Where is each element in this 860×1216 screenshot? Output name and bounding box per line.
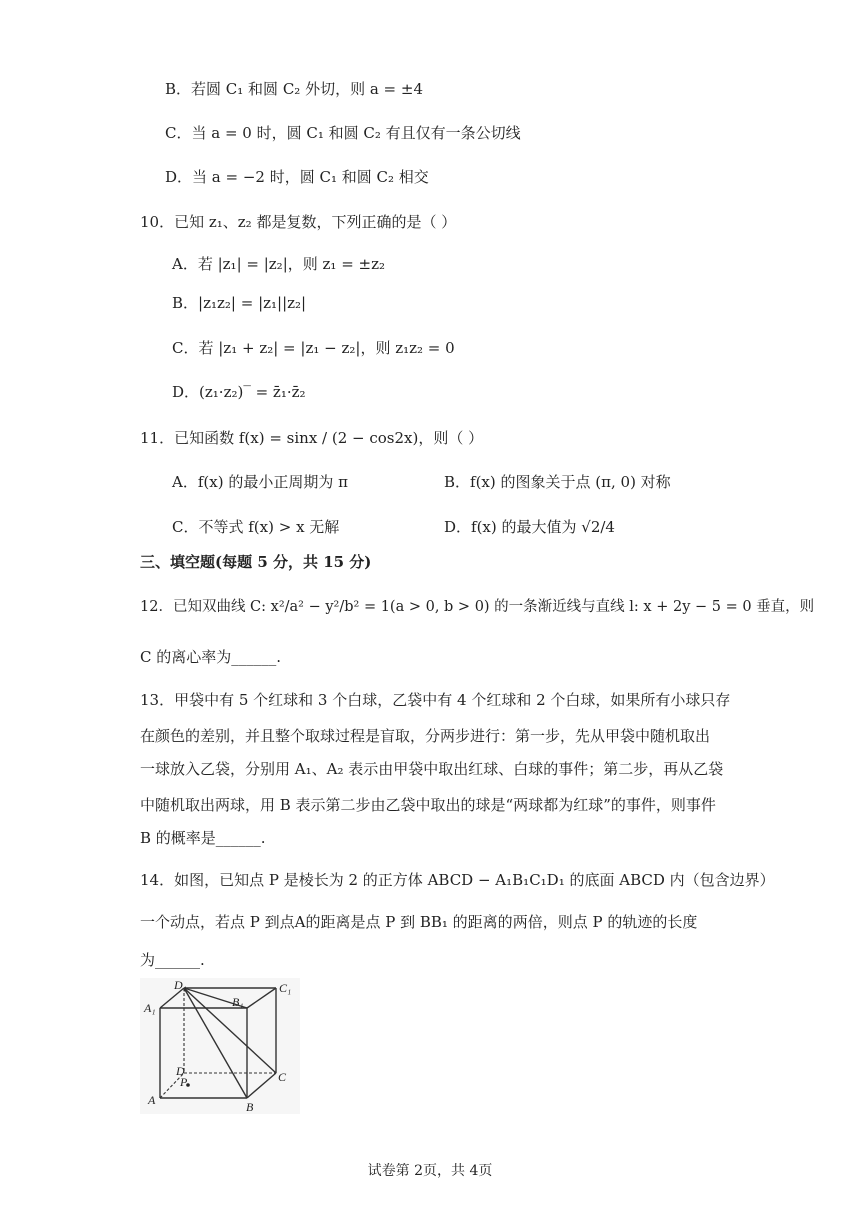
q14-line3 bbox=[140, 950, 205, 970]
q9-option-c-text: C．当 a = 0 时，圆 C₁ 和圆 C₂ 有且仅有一条公切线 bbox=[165, 124, 521, 142]
q13-line2 bbox=[140, 726, 710, 746]
q9-option-d-text: D．当 a = −2 时，圆 C₁ 和圆 C₂ 相交 bbox=[165, 168, 429, 186]
q13-line2-text: 在颜色的差别，并且整个取球过程是盲取，分两步进行：第一步，先从甲袋中随机取出 bbox=[140, 727, 711, 745]
label-d1: D₁ bbox=[174, 978, 187, 992]
label-p: P bbox=[180, 1075, 188, 1089]
q11-option-a-text: A．f(x) 的最小正周期为 π bbox=[172, 473, 348, 491]
label-d: D bbox=[176, 1064, 185, 1078]
q13-line4 bbox=[140, 795, 716, 815]
q13-line1-text: 13．甲袋中有 5 个红球和 3 个白球，乙袋中有 4 个红球和 2 个白球，如果所有小球只存 bbox=[140, 691, 731, 709]
q10-option-d bbox=[172, 382, 306, 402]
label-b: B bbox=[246, 1100, 254, 1114]
q14-line1 bbox=[140, 870, 775, 890]
label-c: C bbox=[278, 1070, 287, 1084]
q12-line2-text: C 的离心率为______. bbox=[140, 648, 282, 666]
q13-line4-text: 中随机取出两球，用 B 表示第二步由乙袋中取出的球是“两球都为红球”的事件，则事件 bbox=[140, 796, 716, 814]
q9-option-b-text: B．若圆 C₁ 和圆 C₂ 外切，则 a = ±4 bbox=[165, 80, 424, 98]
q12-line1 bbox=[140, 597, 814, 617]
q10-option-d-text: D．(z₁·z₂)‾ = z̄₁·z̄₂ bbox=[172, 383, 306, 401]
q10-option-a-text: A．若 |z₁| = |z₂|，则 z₁ = ±z₂ bbox=[172, 255, 386, 273]
q12-line2 bbox=[140, 647, 281, 667]
q12-line1-text: 12．已知双曲线 C: x²/a² − y²/b² = 1(a > 0, b > 0) 的一条渐近线与直线 l: x + 2y − 5 = 0 垂直，则 bbox=[140, 599, 815, 615]
q11-option-a bbox=[172, 472, 348, 492]
q14-line3-text: 为______. bbox=[140, 951, 205, 969]
q11-stem-text: 11．已知函数 f(x) = sinx / (2 − cos2x)，则（ ） bbox=[140, 429, 484, 447]
label-c1: C₁ bbox=[279, 981, 292, 995]
q11-stem bbox=[140, 428, 483, 448]
q10-option-c bbox=[172, 338, 455, 358]
q10-option-b-text: B．|z₁z₂| = |z₁||z₂| bbox=[172, 294, 307, 312]
q10-stem bbox=[140, 212, 456, 232]
q14-line2 bbox=[140, 912, 697, 932]
label-b1: B₁ bbox=[232, 995, 244, 1009]
q13-line5 bbox=[140, 828, 266, 848]
q13-line3-text: 一球放入乙袋，分别用 A₁、A₂ 表示由甲袋中取出红球、白球的事件；第二步，再从乙袋 bbox=[140, 760, 724, 778]
page-footer bbox=[0, 1160, 860, 1180]
q11-option-d-text: D．f(x) 的最大值为 √2/4 bbox=[444, 518, 615, 536]
q13-line1 bbox=[140, 690, 730, 710]
q10-option-c-text: C．若 |z₁ + z₂| = |z₁ − z₂|，则 z₁z₂ = 0 bbox=[172, 339, 455, 357]
label-a: A bbox=[148, 1093, 156, 1107]
q9-option-c bbox=[165, 123, 521, 143]
q14-line1-text: 14．如图，已知点 P 是棱长为 2 的正方体 ABCD − A₁B₁C₁D₁ 的底面 ABCD 内（包含边界） bbox=[140, 871, 775, 889]
q11-option-d bbox=[444, 517, 615, 537]
section-heading bbox=[140, 552, 371, 572]
q13-line3 bbox=[140, 759, 723, 779]
q14-line2-text: 一个动点，若点 P 到点A的距离是点 P 到 BB₁ 的距离的两倍，则点 P 的轨迹的长度 bbox=[140, 913, 698, 931]
section-heading-text: 三、填空题(每题 5 分，共 15 分) bbox=[140, 553, 372, 571]
page-footer-text: 试卷第 2页，共 4页 bbox=[367, 1163, 493, 1179]
cube-figure bbox=[140, 978, 300, 1114]
q9-option-b bbox=[165, 79, 423, 99]
q10-option-a bbox=[172, 254, 385, 274]
q13-line5-text: B 的概率是______. bbox=[140, 829, 266, 847]
q11-option-b bbox=[444, 472, 671, 492]
label-a1: A₁ bbox=[144, 1001, 156, 1015]
q9-option-d bbox=[165, 167, 429, 187]
q11-option-c bbox=[172, 517, 339, 537]
q10-stem-text: 10．已知 z₁、z₂ 都是复数，下列正确的是（ ） bbox=[140, 213, 457, 231]
q11-option-b-text: B．f(x) 的图象关于点 (π, 0) 对称 bbox=[444, 473, 671, 491]
q10-option-b bbox=[172, 293, 306, 313]
q11-option-c-text: C．不等式 f(x) > x 无解 bbox=[172, 518, 340, 536]
